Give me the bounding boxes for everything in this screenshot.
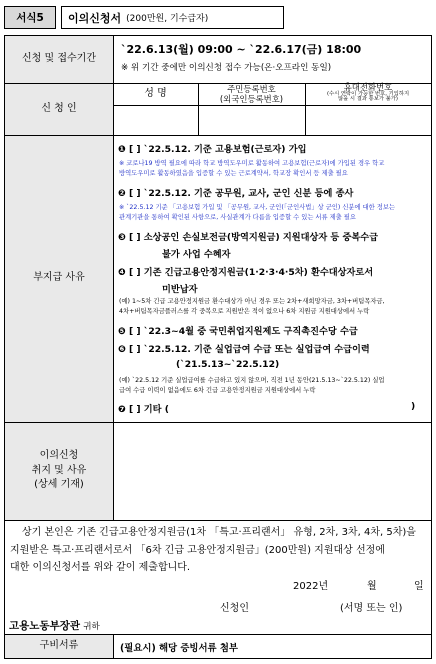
phone-header-note: (수시 연락이 가능한 번호, 기입하지	[326, 90, 410, 97]
checkbox[interactable]: [ ]	[128, 404, 141, 415]
checkbox[interactable]: [ ]	[128, 267, 141, 278]
table-right-border	[431, 35, 432, 658]
date-year: 2022년	[293, 581, 329, 592]
note-line: ※ `22.5.12 기준 「고용보험 가입 및 「공무원, 교사, 군인(「군인사법」상 군인) 신분에 대한 정보는	[119, 204, 395, 211]
label-column-divider	[113, 634, 114, 658]
reason-text: 기존 긴급고용안정지원금(1·2·3·4·5차) 환수대상자로서	[143, 267, 374, 278]
name-input[interactable]	[114, 106, 198, 134]
statement-line: 지원받은 특고·프리랜서로서 「6차 긴급 고용안정지원금」(200만원) 지원대상 선정에	[10, 544, 385, 556]
name-header: 성 명	[144, 88, 167, 100]
note-line: 방역도우미로 활동하였음을 입증할 수 있는 근로계약서, 학교장 확인서 등 제출 필요	[119, 169, 348, 177]
checkbox[interactable]: [ ]	[128, 144, 141, 155]
rrn-header-line: (외국인등록번호)	[219, 94, 284, 105]
table-bottom-border	[4, 658, 432, 659]
applicant-label: 신 청 인	[41, 102, 77, 114]
reason-item[interactable]	[118, 185, 353, 199]
reason-text: `22.3~4월 중 국민취업지원제도 구직촉진수당 수급	[143, 326, 358, 337]
reason-item[interactable]	[118, 323, 358, 337]
number-icon: ❶	[118, 144, 126, 155]
statement-line: 대한 이의신청서를 위와 같이 제출합니다.	[10, 562, 191, 573]
note-line: (예) `22.5.12 기준 실업급여를 수급하고 있지 않으며, 직전 1년 동안(21.5.13~`22.5.12) 실업	[119, 377, 385, 384]
phone-input[interactable]	[306, 106, 431, 134]
reason-note	[119, 376, 385, 396]
checkbox[interactable]: [ ]	[128, 326, 141, 337]
reason-item[interactable]	[118, 229, 378, 243]
period-note: ※ 위 기간 중에만 이의신청 접수 가능(온·오프라인 동일)	[121, 63, 332, 73]
objection-label-line: 취지 및 사유	[31, 464, 87, 476]
number-icon: ❷	[118, 188, 126, 199]
reason-note	[119, 203, 395, 223]
objection-label-line: (상세 기재)	[34, 479, 84, 491]
reasons-label: 부지급 사유	[33, 272, 85, 284]
rrn-input[interactable]	[199, 106, 305, 134]
attachments-value: (필요시) 해당 증빙서류 첨부	[120, 643, 238, 654]
number-icon: ❼	[118, 404, 126, 415]
date-month: 월	[367, 581, 377, 592]
checkbox[interactable]: [ ]	[128, 344, 141, 355]
recipient-name: 고용노동부장관	[9, 620, 81, 632]
objection-label	[5, 422, 113, 520]
phone-header	[305, 83, 431, 103]
form-number-badge	[4, 6, 56, 29]
objection-textarea[interactable]	[115, 424, 429, 518]
statement-text	[10, 524, 428, 577]
row-divider	[4, 520, 432, 521]
reason-note	[119, 297, 385, 317]
note-line: 관계기관을 통하여 확인된 사항으로, 사실관계가 다름을 입증할 수 있는 서류 제출 필요	[119, 213, 356, 221]
signer-label: 신청인	[220, 603, 249, 614]
rrn-header	[198, 84, 305, 104]
reason-text: `22.5.12. 기준 고용보험(근로자) 가입	[143, 144, 307, 155]
period-main: `22.6.13(월) 09:00 ~ `22.6.17(금) 18:00	[121, 43, 362, 56]
checkbox[interactable]: [ ]	[128, 232, 141, 243]
date-day: 일	[414, 581, 424, 592]
sign-note: (서명 또는 인)	[340, 603, 403, 614]
number-icon: ❸	[118, 232, 126, 243]
phone-header-note: 않을 시 결과 통보가 불가)	[338, 96, 398, 103]
other-reason-input[interactable]	[168, 399, 405, 414]
reason-item[interactable]	[118, 341, 370, 355]
number-icon: ❹	[118, 267, 126, 278]
attachments-label: 구비서류	[39, 639, 79, 651]
note-line: 급여 수급 이력이 없음에도 6차 긴급 고용안정지원금 지원대상에서 누락	[119, 386, 316, 394]
reason-text: `22.5.12. 기준 공무원, 교사, 군인 신분 등에 종사	[143, 188, 354, 199]
number-icon: ❺	[118, 326, 126, 337]
reason-text-cont: 미반납자	[162, 284, 198, 295]
phone-header-title: 휴대전화번호	[343, 82, 393, 92]
other-close-paren: )	[411, 401, 416, 412]
reason-item[interactable]	[118, 264, 373, 278]
signature-field[interactable]	[266, 595, 336, 613]
reason-text: `22.5.12. 기준 실업급여 수급 또는 실업급여 수급이력	[143, 344, 370, 355]
checkbox[interactable]: [ ]	[128, 188, 141, 199]
recipient-honorific: 귀하	[83, 622, 100, 632]
form-title: 이의신청서	[68, 11, 122, 25]
reason-text-cont: (`21.5.13~`22.5.12)	[176, 359, 280, 370]
reason-item[interactable]	[118, 401, 169, 415]
objection-label-line: 이의신청	[39, 450, 79, 462]
statement-line: 상기 본인은 기존 긴급고용안정지원금(1차 「특고·프리랜서」 유형, 2차, 3차, 4차, 5차)을	[22, 527, 416, 538]
reason-text: 기타 (	[143, 404, 169, 415]
note-line: (예) 1~5차 긴급 고용안정지원금 환수대상가 아닌 경우 또는 2차+새희망자금, 3차+버팀목자금,	[119, 298, 385, 305]
recipient	[9, 618, 100, 633]
reason-text: 소상공인 손실보전금(방역지원금) 지원대상자 등 중복수급	[143, 232, 378, 243]
note-line: ※ 코로나19 방역 필요에 따라 학교 방역도우미로 활동하여 고용보험(근로자)에 가입된 경우 학교	[119, 160, 385, 167]
form-subtitle: (200만원, 기수급자)	[126, 14, 209, 24]
rrn-header-line: 주민등록번호	[227, 84, 276, 94]
form-number: 서식5	[16, 12, 44, 24]
period-label: 신청 및 접수기간	[22, 53, 96, 65]
reason-text-cont: 불가 사업 수혜자	[162, 249, 231, 260]
note-line: 4차+버팀목자금플러스를 각 중복으로 지원받은 적이 없으나 6차 지원금 지원대상에서 누락	[119, 307, 370, 315]
reason-note	[119, 159, 384, 179]
form-title-box	[61, 6, 284, 29]
reason-item[interactable]	[118, 141, 306, 155]
number-icon: ❻	[118, 344, 126, 355]
